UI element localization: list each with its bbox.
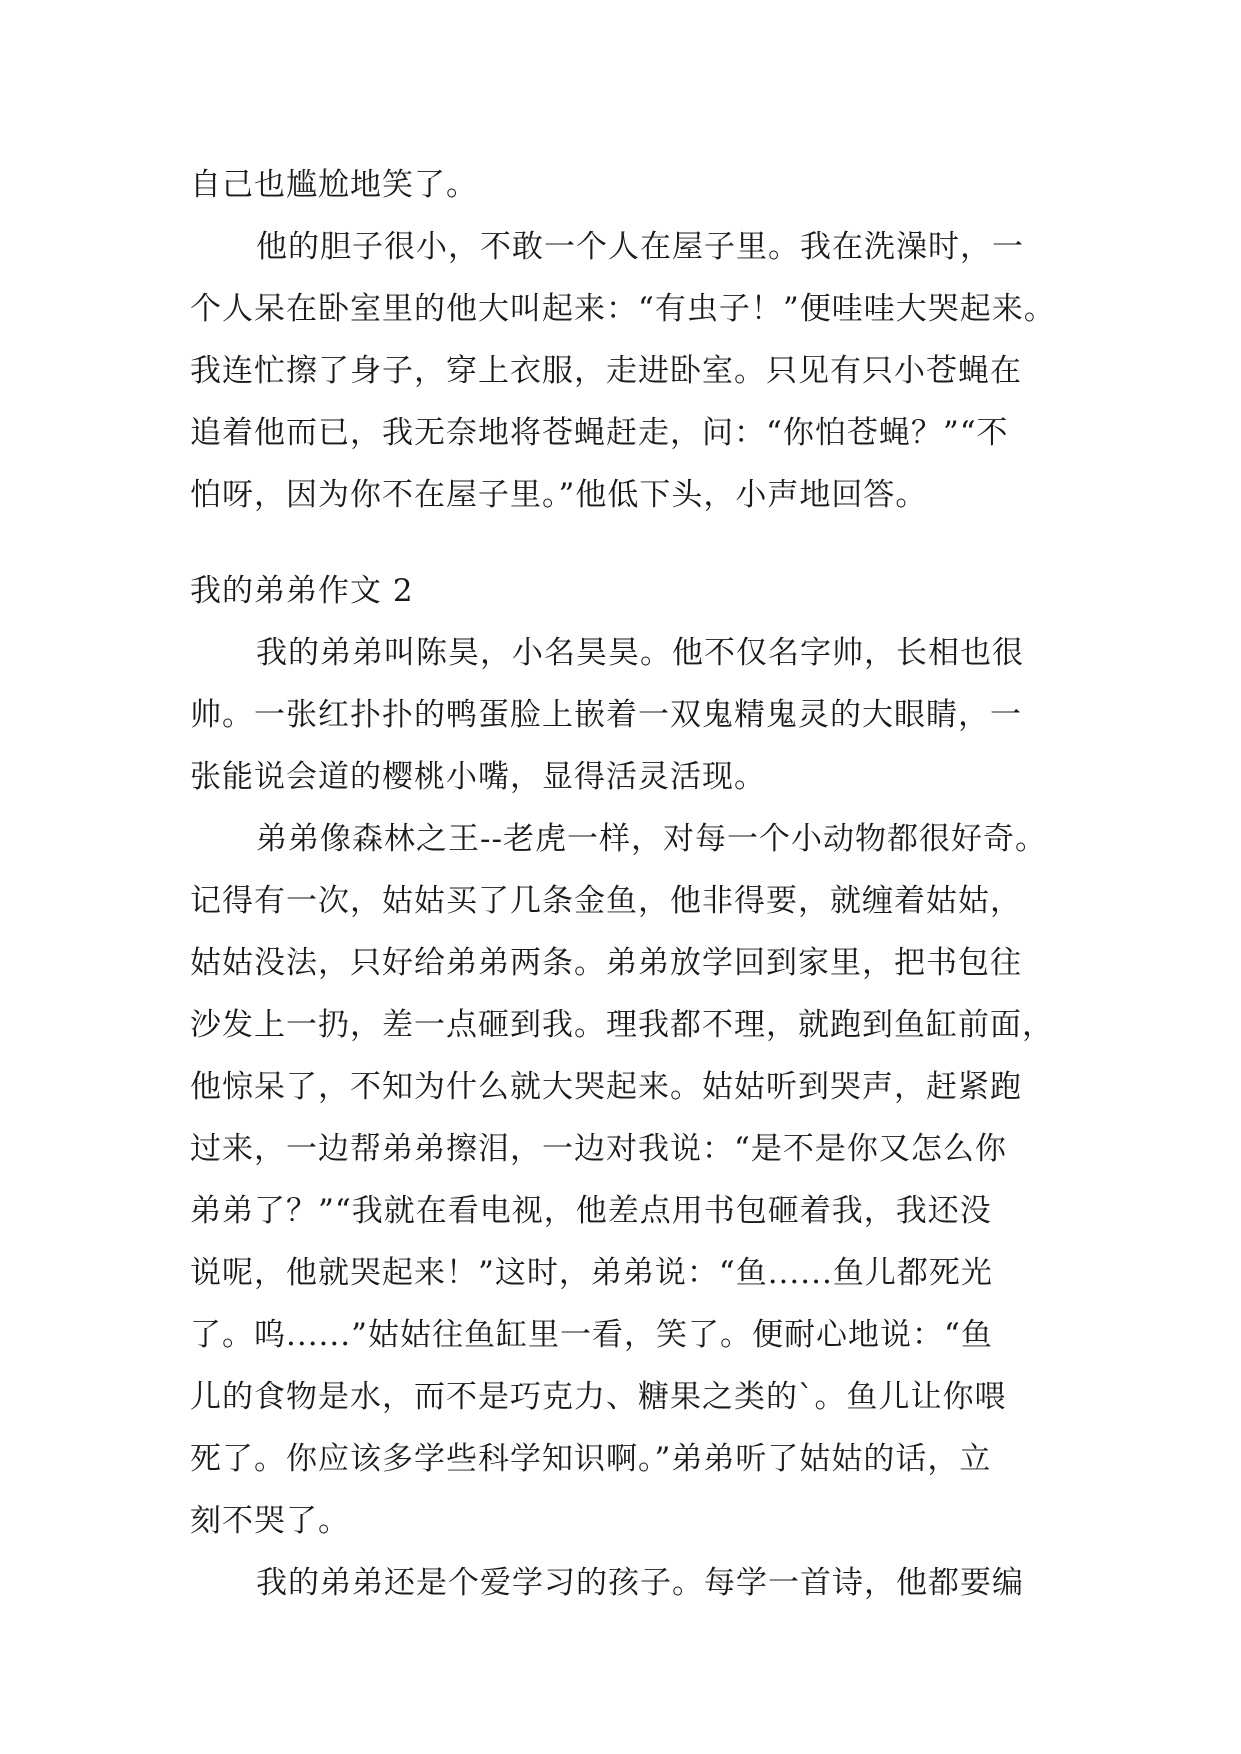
paragraph-line: 过来，一边帮弟弟擦泪，一边对我说：“是不是你又怎么你 xyxy=(190,1131,1007,1167)
paragraph-line: 自己也尴尬地笑了。 xyxy=(190,167,478,203)
paragraph-line: 刻不哭了。 xyxy=(190,1503,350,1539)
paragraph-line: 了。呜......”姑姑往鱼缸里一看，笑了。便耐心地说：“鱼 xyxy=(190,1317,993,1353)
paragraph-line: 他的胆子很小，不敢一个人在屋子里。我在洗澡时，一 xyxy=(256,229,1024,265)
paragraph-line: 死了。你应该多学些科学知识啊。”弟弟听了姑姑的话，立 xyxy=(190,1441,992,1477)
essay-section-2 xyxy=(190,560,1060,1614)
paragraph-line: 怕呀，因为你不在屋子里。”他低下头，小声地回答。 xyxy=(190,477,928,513)
paragraph-line: 我的弟弟还是个爱学习的孩子。每学一首诗，他都要编 xyxy=(256,1565,1024,1601)
paragraph-line: 他惊呆了，不知为什么就大哭起来。姑姑听到哭声，赶紧跑 xyxy=(190,1069,1022,1105)
paragraph-line: 我的弟弟叫陈昊，小名昊昊。他不仅名字帅，长相也很 xyxy=(256,635,1024,671)
paragraph-line: 个人呆在卧室里的他大叫起来：“有虫子！”便哇哇大哭起来。 xyxy=(190,291,1056,327)
paragraph-line: 帅。一张红扑扑的鸭蛋脸上嵌着一双鬼精鬼灵的大眼睛，一 xyxy=(190,697,1022,733)
paragraph-line: 儿的食物是水，而不是巧克力、糖果之类的`。鱼儿让你喂 xyxy=(190,1379,1007,1415)
paragraph-line: 姑姑没法，只好给弟弟两条。弟弟放学回到家里，把书包往 xyxy=(190,945,1022,981)
essay-continuation xyxy=(190,154,1060,526)
section-title: 我的弟弟作文 2 xyxy=(190,573,414,609)
paragraph-line: 张能说会道的樱桃小嘴，显得活灵活现。 xyxy=(190,759,766,795)
paragraph-line: 我连忙擦了身子，穿上衣服，走进卧室。只见有只小苍蝇在 xyxy=(190,353,1022,389)
paragraph-line: 弟弟了？”“我就在看电视，他差点用书包砸着我，我还没 xyxy=(190,1193,992,1229)
paragraph-line: 沙发上一扔，差一点砸到我。理我都不理，就跑到鱼缸前面， xyxy=(190,1007,1054,1043)
paragraph-line: 追着他而已，我无奈地将苍蝇赶走，问：“你怕苍蝇？”“不 xyxy=(190,415,1009,451)
paragraph-line: 弟弟像森林之王--老虎一样，对每一个小动物都很好奇。 xyxy=(256,821,1047,857)
paragraph-line: 记得有一次，姑姑买了几条金鱼，他非得要，就缠着姑姑， xyxy=(190,883,1022,919)
paragraph-line: 说呢，他就哭起来！”这时，弟弟说：“鱼......鱼儿都死光 xyxy=(190,1255,993,1291)
